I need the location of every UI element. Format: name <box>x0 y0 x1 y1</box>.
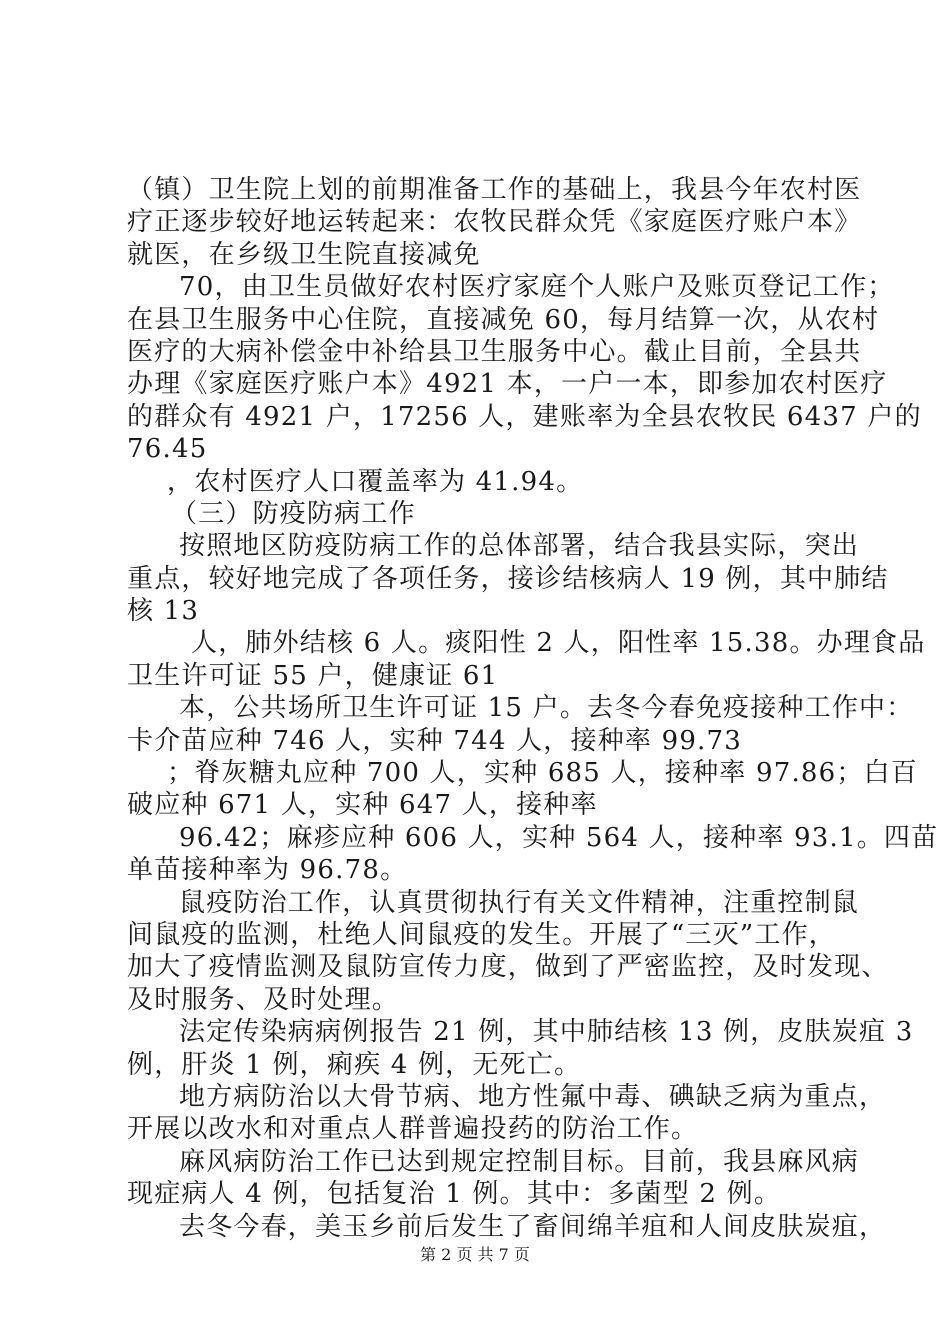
text-line: 卫生许可证 55 户，健康证 61 <box>127 660 499 691</box>
text-line: 及时服务、及时处理。 <box>127 984 400 1015</box>
text-line: 的群众有 4921 户，17256 人，建账率为全县农牧民 6437 户的 <box>127 401 922 432</box>
text-line: 本，公共场所卫生许可证 15 户。去冬今春免疫接种工作中： <box>179 693 914 724</box>
text-line: 现症病人 4 例，包括复治 1 例。其中：多菌型 2 例。 <box>127 1179 782 1210</box>
page-number-footer: 第 2 页 共 7 页 <box>420 1245 530 1264</box>
document-body <box>127 174 939 1243</box>
section-heading: （三）防疫防病工作 <box>171 498 416 529</box>
text-line: 加大了疫情监测及鼠防宣传力度，做到了严密监控，及时发现、 <box>127 952 889 983</box>
text-line: 法定传染病病例报告 21 例，其中肺结核 13 例，皮肤炭疽 3 <box>179 1017 914 1048</box>
text-line: 人，肺外结核 6 人。痰阳性 2 人，阳性率 15.38。办理食品 <box>191 628 926 659</box>
text-line: 在县卫生服务中心住院，直接减免 60，每月结算一次，从农村 <box>127 304 880 335</box>
text-line: 疗正逐步较好地运转起来：农牧民群众凭《家庭医疗账户本》 <box>127 207 862 238</box>
text-line: 办理《家庭医疗账户本》4921 本，一户一本，即参加农村医疗 <box>127 369 888 400</box>
text-line: 间鼠疫的监测，杜绝人间鼠疫的发生。开展了“三灭”工作， <box>127 919 836 950</box>
text-line: （镇）卫生院上划的前期准备工作的基础上，我县今年农村医 <box>127 175 862 205</box>
text-line: 麻风病防治工作已达到规定控制目标。目前，我县麻风病 <box>179 1146 860 1177</box>
text-line: 96.42；麻疹应种 606 人，实种 564 人，接种率 93.1。四苗 <box>179 822 939 853</box>
text-line: 单苗接种率为 96.78。 <box>127 855 408 886</box>
text-line: ，农村医疗人口覆盖率为 41.94。 <box>167 466 584 497</box>
text-line: 破应种 671 人，实种 647 人，接种率 <box>127 790 598 821</box>
text-line: 按照地区防疫防病工作的总体部署，结合我县实际，突出 <box>179 531 860 562</box>
text-line: 就医，在乡级卫生院直接减免 <box>127 239 481 270</box>
text-line: 医疗的大病补偿金中补给县卫生服务中心。截止目前，全县共 <box>127 336 862 367</box>
text-line: ；脊灰糖丸应种 700 人，实种 685 人，接种率 97.86；白百 <box>167 758 919 789</box>
text-line: 鼠疫防治工作，认真贯彻执行有关文件精神，注重控制鼠 <box>179 887 860 918</box>
text-line: 去冬今春，美玉乡前后发生了畜间绵羊疽和人间皮肤炭疽， <box>179 1211 887 1242</box>
text-line: 例，肝炎 1 例，痢疾 4 例，无死亡。 <box>127 1049 582 1080</box>
text-line: 核 13 <box>127 596 200 627</box>
text-line: 开展以改水和对重点人群普遍投药的防治工作。 <box>127 1114 699 1145</box>
text-line: 76.45 <box>127 434 208 465</box>
text-line: 70，由卫生员做好农村医疗家庭个人账户及账页登记工作； <box>179 272 895 303</box>
text-line: 地方病防治以大骨节病、地方性氟中毒、碘缺乏病为重点， <box>179 1081 887 1112</box>
text-line: 重点，较好地完成了各项任务，接诊结核病人 19 例，其中肺结 <box>127 563 889 594</box>
text-line: 卡介苗应种 746 人，实种 744 人，接种率 99.73 <box>127 725 743 756</box>
